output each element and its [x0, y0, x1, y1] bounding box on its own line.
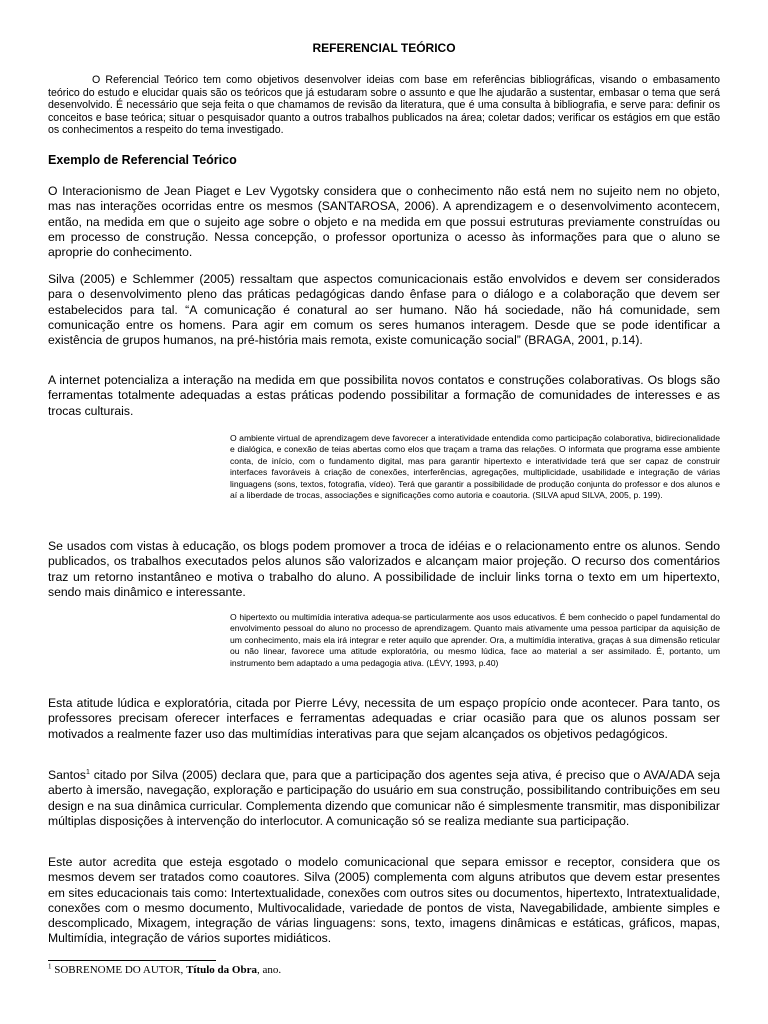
intro-paragraph: O Referencial Teórico tem como objetivos desenvolver ideias com base em referências bibliográficas, visando o embasamento teórico do estudo e elucidar quais são os teóricos que já estudaram sobre o assunto e que lhe ajudarão a sustentar, embasar o tema que será desenvolvido. É necessário que seja feita o que chamamos de revisão da literatura, que é uma consulta à bibliografia, e serve para: definir os conceitos e base teórica; situar o pesquisador quanto a outros trabalhos publicados na área; coletar dados; verificar os estágios em que estão os conhecimentos a respeito do tema investigado. — [48, 74, 720, 137]
author-name: Santos — [48, 768, 86, 782]
section-heading: Exemplo de Referencial Teórico — [48, 153, 237, 167]
footnote-work-title: Título da Obra — [186, 964, 257, 976]
paragraph-interacionismo: O Interacionismo de Jean Piaget e Lev Vygotsky considera que o conhecimento não está nem no sujeito nem no objeto, mas nas interações ocorridas entre os mesmos (SANTAROSA, 2006). A aprendizagem e o desenvolvimento acontecem, então, na medida em que o sujeito age sobre o objeto e na medida em que possui estruturas previamente construídas ou em processo de construção. Nessa concepção, o professor oportuniza o acesso às informações para que o aluno se aproprie do conhecimento. — [48, 184, 720, 260]
block-quote-levy: O hipertexto ou multimídia interativa adequa-se particularmente aos usos educativos. É bem conhecido o papel fundamental do envolvimento pessoal do aluno no processo de aprendizagem. Quanto mais ativamente uma pessoa participar da aquisição de um conhecimento, mais ela irá integrar e reter aquilo que aprender. Ora, a multimídia interativa, graças à sua dimensão reticular ou não linear, favorece uma atitude exploratória, ou mesmo lúdica, face ao material a ser assimilado. É, portanto, um instrumento bem adaptado a uma pedagogia ativa. (LÉVY, 1993, p.40) — [230, 612, 720, 668]
paragraph-comunicacao: Silva (2005) e Schlemmer (2005) ressaltam que aspectos comunicacionais estão envolvidos e devem ser considerados para o desenvolvimento pleno das práticas pedagógicas dando ênfase para o diálogo e a colaboração que devem ser estabelecidos para tal. “A comunicação é conatural ao ser humano. Não há sociedade, não há comunidade, sem comunicação entre os homens. Para agir em comum os seres humanos interagem. Desde que se pode identificar a existência de grupos humanos, na pré-história mais remota, existe comunicação social” (BRAGA, 2001, p.14). — [48, 272, 720, 348]
footnote — [48, 964, 281, 976]
footnote-reference[interactable]: 1 — [85, 768, 90, 776]
footnote-year: , ano. — [256, 964, 282, 976]
paragraph-atitude-ludica: Esta atitude lúdica e exploratória, citada por Pierre Lévy, necessita de um espaço propício onde acontecer. Para tanto, os professores precisam oferecer interfaces e ferramentas adequadas e criar ocasião para que os alunos possam ser motivados a realmente fazer uso das multimídias interativas para que sejam alcançados os objetivos pedagógicos. — [48, 696, 720, 741]
footnote-number: 1 — [48, 962, 52, 971]
paragraph-blogs: Se usados com vistas à educação, os blogs podem promover a troca de idéias e o relacionamento entre os alunos. Sendo publicados, os trabalhos executados pelos alunos são valorizados e alcançam maior projeção. O recurso dos comentários traz um retorno instantâneo e motiva o trabalho do aluno. A possibilidade de incluir links torna o texto em um hipertexto, sendo mais dinâmico e interessante. — [48, 539, 720, 599]
paragraph-santos-text: citado por Silva (2005) declara que, para que a participação dos agentes seja ativa, é preciso que o AVA/ADA seja aberto à imersão, navegação, exploração e participação do usuário em sua construção, possibilitando contribuições em seu design e na sua dinâmica curricular. Complementa dizendo que comunicar não é simplesmente transmitir, mas disponibilizar múltiplas disposições à intervenção do interlocutor. A comunicação só se realiza mediante sua participação. — [48, 768, 720, 828]
footnote-author: SOBRENOME DO AUTOR, — [51, 964, 187, 976]
paragraph-modelo-comunicacional: Este autor acredita que esteja esgotado o modelo comunicacional que separa emissor e receptor, considera que os mesmos devem ser tratados como coautores. Silva (2005) complementa com alguns atributos que devem estar presentes em sites educacionais tais como: Intertextualidade, conexões com outros sites ou documentos, hipertexto, Intratextualidade, conexões com o mesmo documento, Multivocalidade, variedade de pontos de vista, Navegabilidade, ambiente simples e descomplicado, Mixagem, integração de várias linguagens: sons, texto, imagens dinâmicas e estáticas, gráficos, mapas, Multimídia, integração de vários suportes midiáticos. — [48, 855, 720, 946]
page-title: REFERENCIAL TEÓRICO — [312, 41, 456, 55]
block-quote-silva: O ambiente virtual de aprendizagem deve favorecer a interatividade entendida como participação colaborativa, bidirecionalidade e dialógica, e conexão de teias abertas como elos que traçam a trama das relações. O informata que programa esse ambiente conta, de início, com o fundamento digital, mas para garantir hipertexto e interatividade terá que ser capaz de construir interfaces favoráveis à criação de conexões, interferências, agregações, multiplicidade, usabilidade e integração de várias linguagens (sons, textos, fotografia, vídeo). Terá que garantir a possibilidade de produção conjunta do professor e dos alunos e aí a liberdade de trocas, associações e significações como autoria e coautoria. (SILVA apud SILVA, 2005, p. 199). — [230, 433, 720, 501]
footnote-divider — [48, 960, 216, 961]
paragraph-internet: A internet potencializa a interação na medida em que possibilita novos contatos e construções colaborativas. Os blogs são ferramentas totalmente adequadas a estas práticas podendo possibilitar a formação de comunidades de interesses e as trocas culturais. — [48, 373, 720, 418]
paragraph-santos — [48, 768, 720, 829]
